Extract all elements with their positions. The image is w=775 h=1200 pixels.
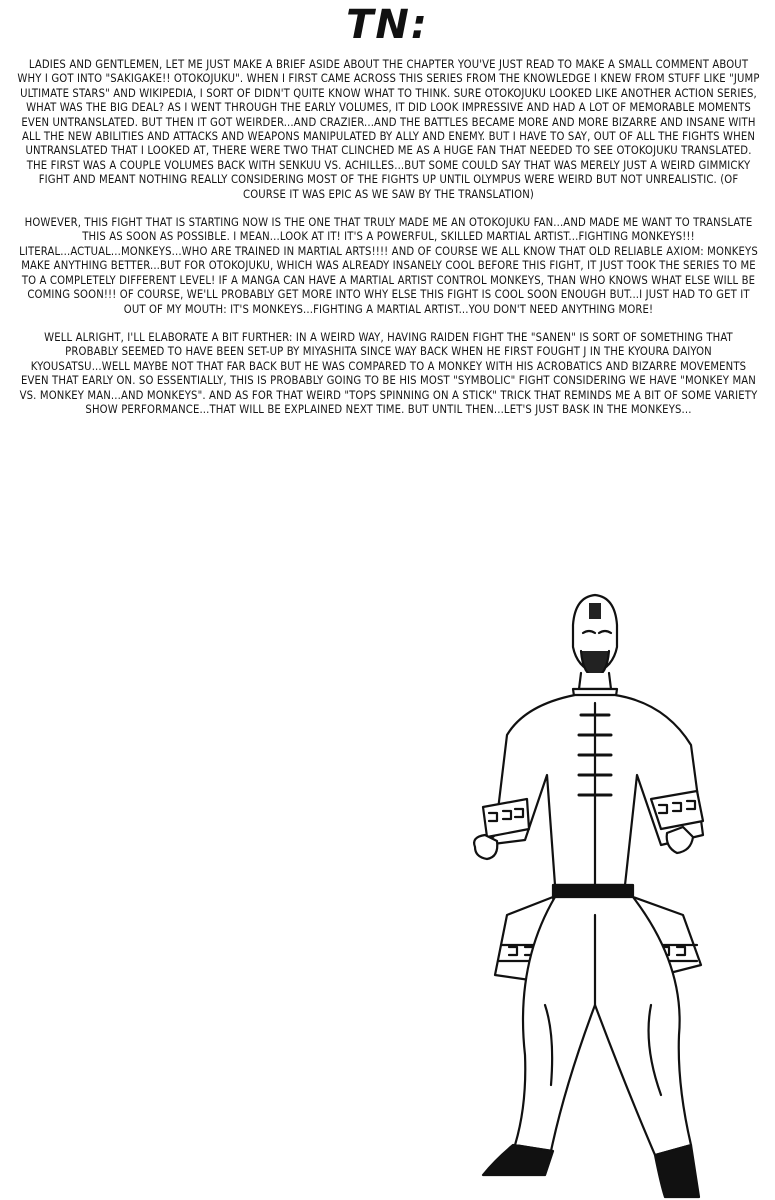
page-title: TN: [346,2,429,48]
martial-artist-illustration [455,585,740,1200]
translator-notes [16,58,761,431]
note-paragraph-1: LADIES AND GENTLEMEN, LET ME JUST MAKE A BRIEF ASIDE ABOUT THE CHAPTER YOU'VE JUST READ TO MAKE A SMALL COMMENT ABOUT WHY I GOT INTO "SAKIGAKE!! OTOKOJUKU". WHEN I FIRST CAME ACROSS THIS SERIES FROM THE KNOWLEDGE I KNEW FROM STUFF LIKE "JUMP ULTIMATE STARS" AND WIKIPEDIA, I SORT OF DIDN'T QUITE KNOW WHAT TO THINK. SURE OTOKOJUKU LOOKED LIKE ANOTHER ACTION SERIES, WHAT WAS THE BIG DEAL? AS I WENT THROUGH THE EARLY VOLUMES, IT DID LOOK IMPRESSIVE AND HAD A LOT OF MEMORABLE MOMENTS EVEN UNTRANSLATED. BUT THEN IT GOT WEIRDER...AND CRAZIER...AND THE BATTLES BECAME MORE AND MORE BIZARRE AND INSANE WITH ALL THE NEW ABILITIES AND ATTACKS AND WEAPONS MANIPULATED BY ALLY AND ENEMY. BUT I HAVE TO SAY, OUT OF ALL THE FIGHTS WHEN UNTRANSLATED THAT I LOOKED AT, THERE WERE TWO THAT CLINCHED ME AS A HUGE FAN THAT NEEDED TO SEE OTOKOJUKU TRANSLATED. THE FIRST WAS A COUPLE VOLUMES BACK WITH SENKUU VS. ACHILLES...BUT SOME COULD SAY THAT WAS MERELY JUST A WEIRD GIMMICKY FIGHT AND MEANT NOTHING REALLY CONSIDERING MOST OF THE FIGHTS UP UNTIL OLYMPUS WERE WEIRD BUT NOT UNREALISTIC. (OF COURSE IT WAS EPIC AS WE SAW BY THE TRANSLATION) [17,58,760,201]
note-paragraph-2: HOWEVER, THIS FIGHT THAT IS STARTING NOW IS THE ONE THAT TRULY MADE ME AN OTOKOJUKU FAN...AND MADE ME WANT TO TRANSLATE THIS AS SOON AS POSSIBLE. I MEAN...LOOK AT IT! IT'S A POWERFUL, SKILLED MARTIAL ARTIST...FIGHTING MONKEYS!!! LITERAL...ACTUAL...MONKEYS...WHO ARE TRAINED IN MARTIAL ARTS!!!! AND OF COURSE WE ALL KNOW THAT OLD RELIABLE AXIOM: MONKEYS MAKE ANYTHING BETTER...BUT FOR OTOKOJUKU, WHICH WAS ALREADY INSANELY COOL BEFORE THIS FIGHT, IT JUST TOOK THE SERIES TO ME TO A COMPLETELY DIFFERENT LEVEL! IF A MANGA CAN HAVE A MARTIAL ARTIST CONTROL MONKEYS, THAN WHO KNOWS WHAT ELSE WILL BE COMING SOON!!! OF COURSE, WE'LL PROBABLY GET MORE INTO WHY ELSE THIS FIGHT IS COOL SOON ENOUGH BUT...I JUST HAD TO GET IT OUT OF MY MOUTH: IT'S MONKEYS...FIGHTING A MARTIAL ARTIST...YOU DON'T NEED ANYTHING MORE! [19,216,758,316]
note-paragraph-3: WELL ALRIGHT, I'LL ELABORATE A BIT FURTHER: IN A WEIRD WAY, HAVING RAIDEN FIGHT THE "SANEN" IS SORT OF SOMETHING THAT PROBABLY SEEMED TO HAVE BEEN SET-UP BY MIYASHITA SINCE WAY BACK WHEN HE FIRST FOUGHT J IN THE KYOURA DAIYON KYOUSATSU...WELL MAYBE NOT THAT FAR BACK BUT HE WAS COMPARED TO A MONKEY WITH HIS ACROBATICS AND BIZARRE MOVEMENTS EVEN THAT EARLY ON. SO ESSENTIALLY, THIS IS PROBABLY GOING TO BE HIS MOST "SYMBOLIC" FIGHT CONSIDERING WE HAVE "MONKEY MAN VS. MONKEY MAN...AND MONKEYS". AND AS FOR THAT WEIRD "TOPS SPINNING ON A STICK" TRICK THAT REMINDS ME A BIT OF SOME VARIETY SHOW PERFORMANCE...THAT WILL BE EXPLAINED NEXT TIME. BUT UNTIL THEN...LET'S JUST BASK IN THE MONKEYS... [19,330,758,416]
